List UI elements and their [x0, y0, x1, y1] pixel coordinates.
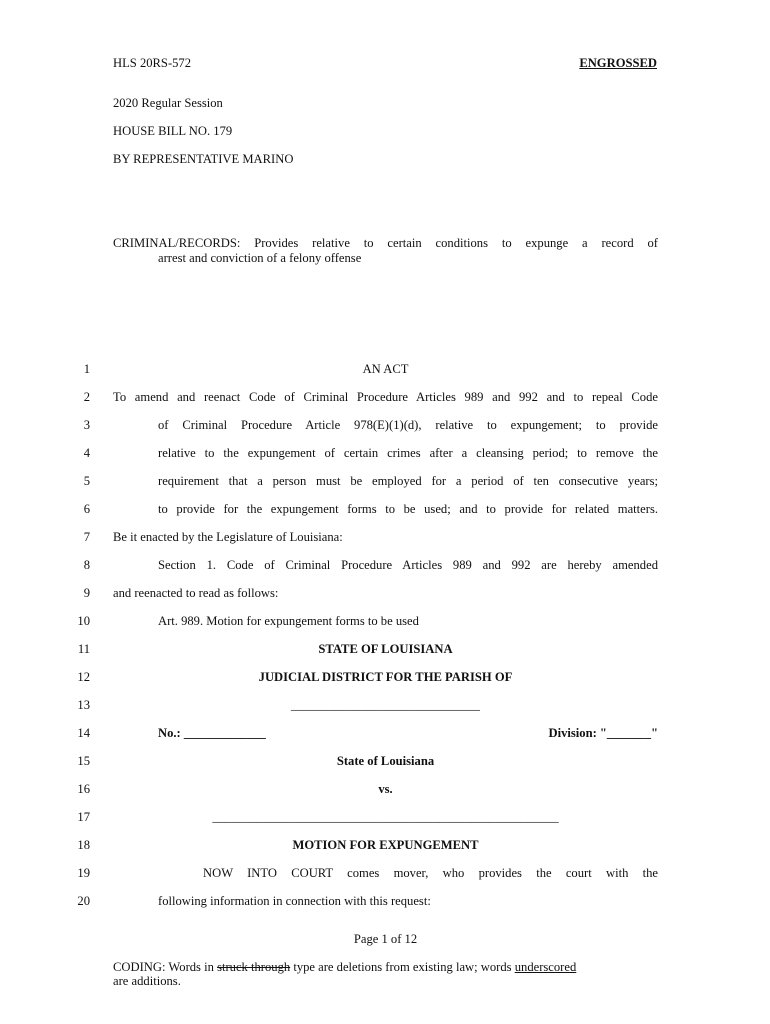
line-13 — [0, 698, 770, 726]
motion-heading: MOTION FOR EXPUNGEMENT — [292, 838, 479, 852]
session: 2020 Regular Session — [113, 96, 223, 110]
line-18 — [0, 838, 770, 866]
line-8 — [0, 558, 770, 586]
line-12 — [0, 670, 770, 698]
line-number: 15 — [77, 754, 90, 768]
line-number: 3 — [83, 418, 90, 432]
line-number: 14 — [77, 726, 90, 740]
coding-legend — [113, 960, 658, 988]
line-number: 11 — [77, 642, 90, 656]
line-20 — [0, 894, 770, 922]
digest-line-2: arrest and conviction of a felony offense — [158, 251, 362, 265]
line-number: 7 — [83, 530, 90, 544]
line-17 — [0, 810, 770, 838]
line-5 — [0, 474, 770, 502]
line-14 — [0, 726, 770, 754]
line-10 — [0, 614, 770, 642]
coding-prefix: CODING: Words in — [113, 960, 218, 974]
line-11 — [0, 642, 770, 670]
line-6 — [0, 502, 770, 530]
line-19 — [0, 866, 770, 894]
line-text: following information in connection with this request: — [158, 894, 431, 908]
line-text: and reenacted to read as follows: — [113, 586, 279, 600]
plaintiff: State of Louisiana — [336, 754, 435, 768]
line-number: 8 — [83, 558, 90, 572]
defendant-blank: _______________________________________________________ — [212, 810, 559, 824]
line-text: Be it enacted by the Legislature of Louisiana: — [113, 530, 343, 544]
digest-line-1: CRIMINAL/RECORDS: Provides relative to certain conditions to expunge a record of — [113, 236, 658, 250]
line-text: of Criminal Procedure Article 978(E)(1)(d), relative to expungement; to provide — [158, 418, 658, 432]
line-number: 20 — [77, 894, 90, 908]
digest — [113, 236, 658, 266]
bill-number: HOUSE BILL NO. 179 — [113, 124, 233, 138]
coding-mid: type are deletions from existing law; words — [290, 960, 515, 974]
bill-author: BY REPRESENTATIVE MARINO — [113, 152, 294, 166]
line-number: 9 — [83, 586, 90, 600]
parish-blank: ______________________________ — [291, 698, 480, 712]
coding-strike: struck through — [217, 960, 291, 974]
line-15 — [0, 754, 770, 782]
line-4 — [0, 446, 770, 474]
line-number: 1 — [83, 362, 90, 376]
line-text: Section 1. Code of Criminal Procedure Articles 989 and 992 are hereby amended — [158, 558, 658, 572]
line-number: 10 — [77, 614, 90, 628]
line-number: 17 — [77, 810, 90, 824]
coding-under: underscored — [514, 960, 577, 974]
form-state-heading: STATE OF LOUISIANA — [318, 642, 453, 656]
article-heading: Art. 989. Motion for expungement forms to be used — [158, 614, 419, 628]
line-16 — [0, 782, 770, 810]
line-text: relative to the expungement of certain crimes after a cleansing period; to remove the — [158, 446, 658, 460]
division-blank: Division: "_______" — [548, 726, 658, 740]
line-number: 5 — [83, 474, 90, 488]
line-text: to provide for the expungement forms to be used; and to provide for related matters. — [158, 502, 658, 516]
bill-code: HLS 20RS-572 — [113, 56, 192, 70]
form-district-heading: JUDICIAL DISTRICT FOR THE PARISH OF — [258, 670, 513, 684]
line-number: 16 — [77, 782, 90, 796]
act-heading: AN ACT — [362, 362, 409, 376]
line-7 — [0, 530, 770, 558]
line-2 — [0, 390, 770, 418]
page-number: Page 1 of 12 — [353, 932, 418, 946]
line-number: 4 — [83, 446, 90, 460]
line-number: 12 — [77, 670, 90, 684]
line-3 — [0, 418, 770, 446]
line-text: To amend and reenact Code of Criminal Procedure Articles 989 and 992 and to repeal Code — [113, 390, 658, 404]
line-number: 6 — [83, 502, 90, 516]
line-number: 18 — [77, 838, 90, 852]
line-text: NOW INTO COURT comes mover, who provides the court with the — [203, 866, 658, 880]
case-number-blank: No.: _____________ — [158, 726, 266, 740]
line-number: 2 — [83, 390, 90, 404]
line-number: 19 — [77, 866, 90, 880]
line-9 — [0, 586, 770, 614]
line-text: requirement that a person must be employed for a period of ten consecutive years; — [158, 474, 658, 488]
versus: vs. — [378, 782, 393, 796]
line-number: 13 — [77, 698, 90, 712]
engrossed-status: ENGROSSED — [579, 56, 657, 70]
line-1 — [0, 362, 770, 390]
coding-suffix: are additions. — [113, 974, 181, 988]
